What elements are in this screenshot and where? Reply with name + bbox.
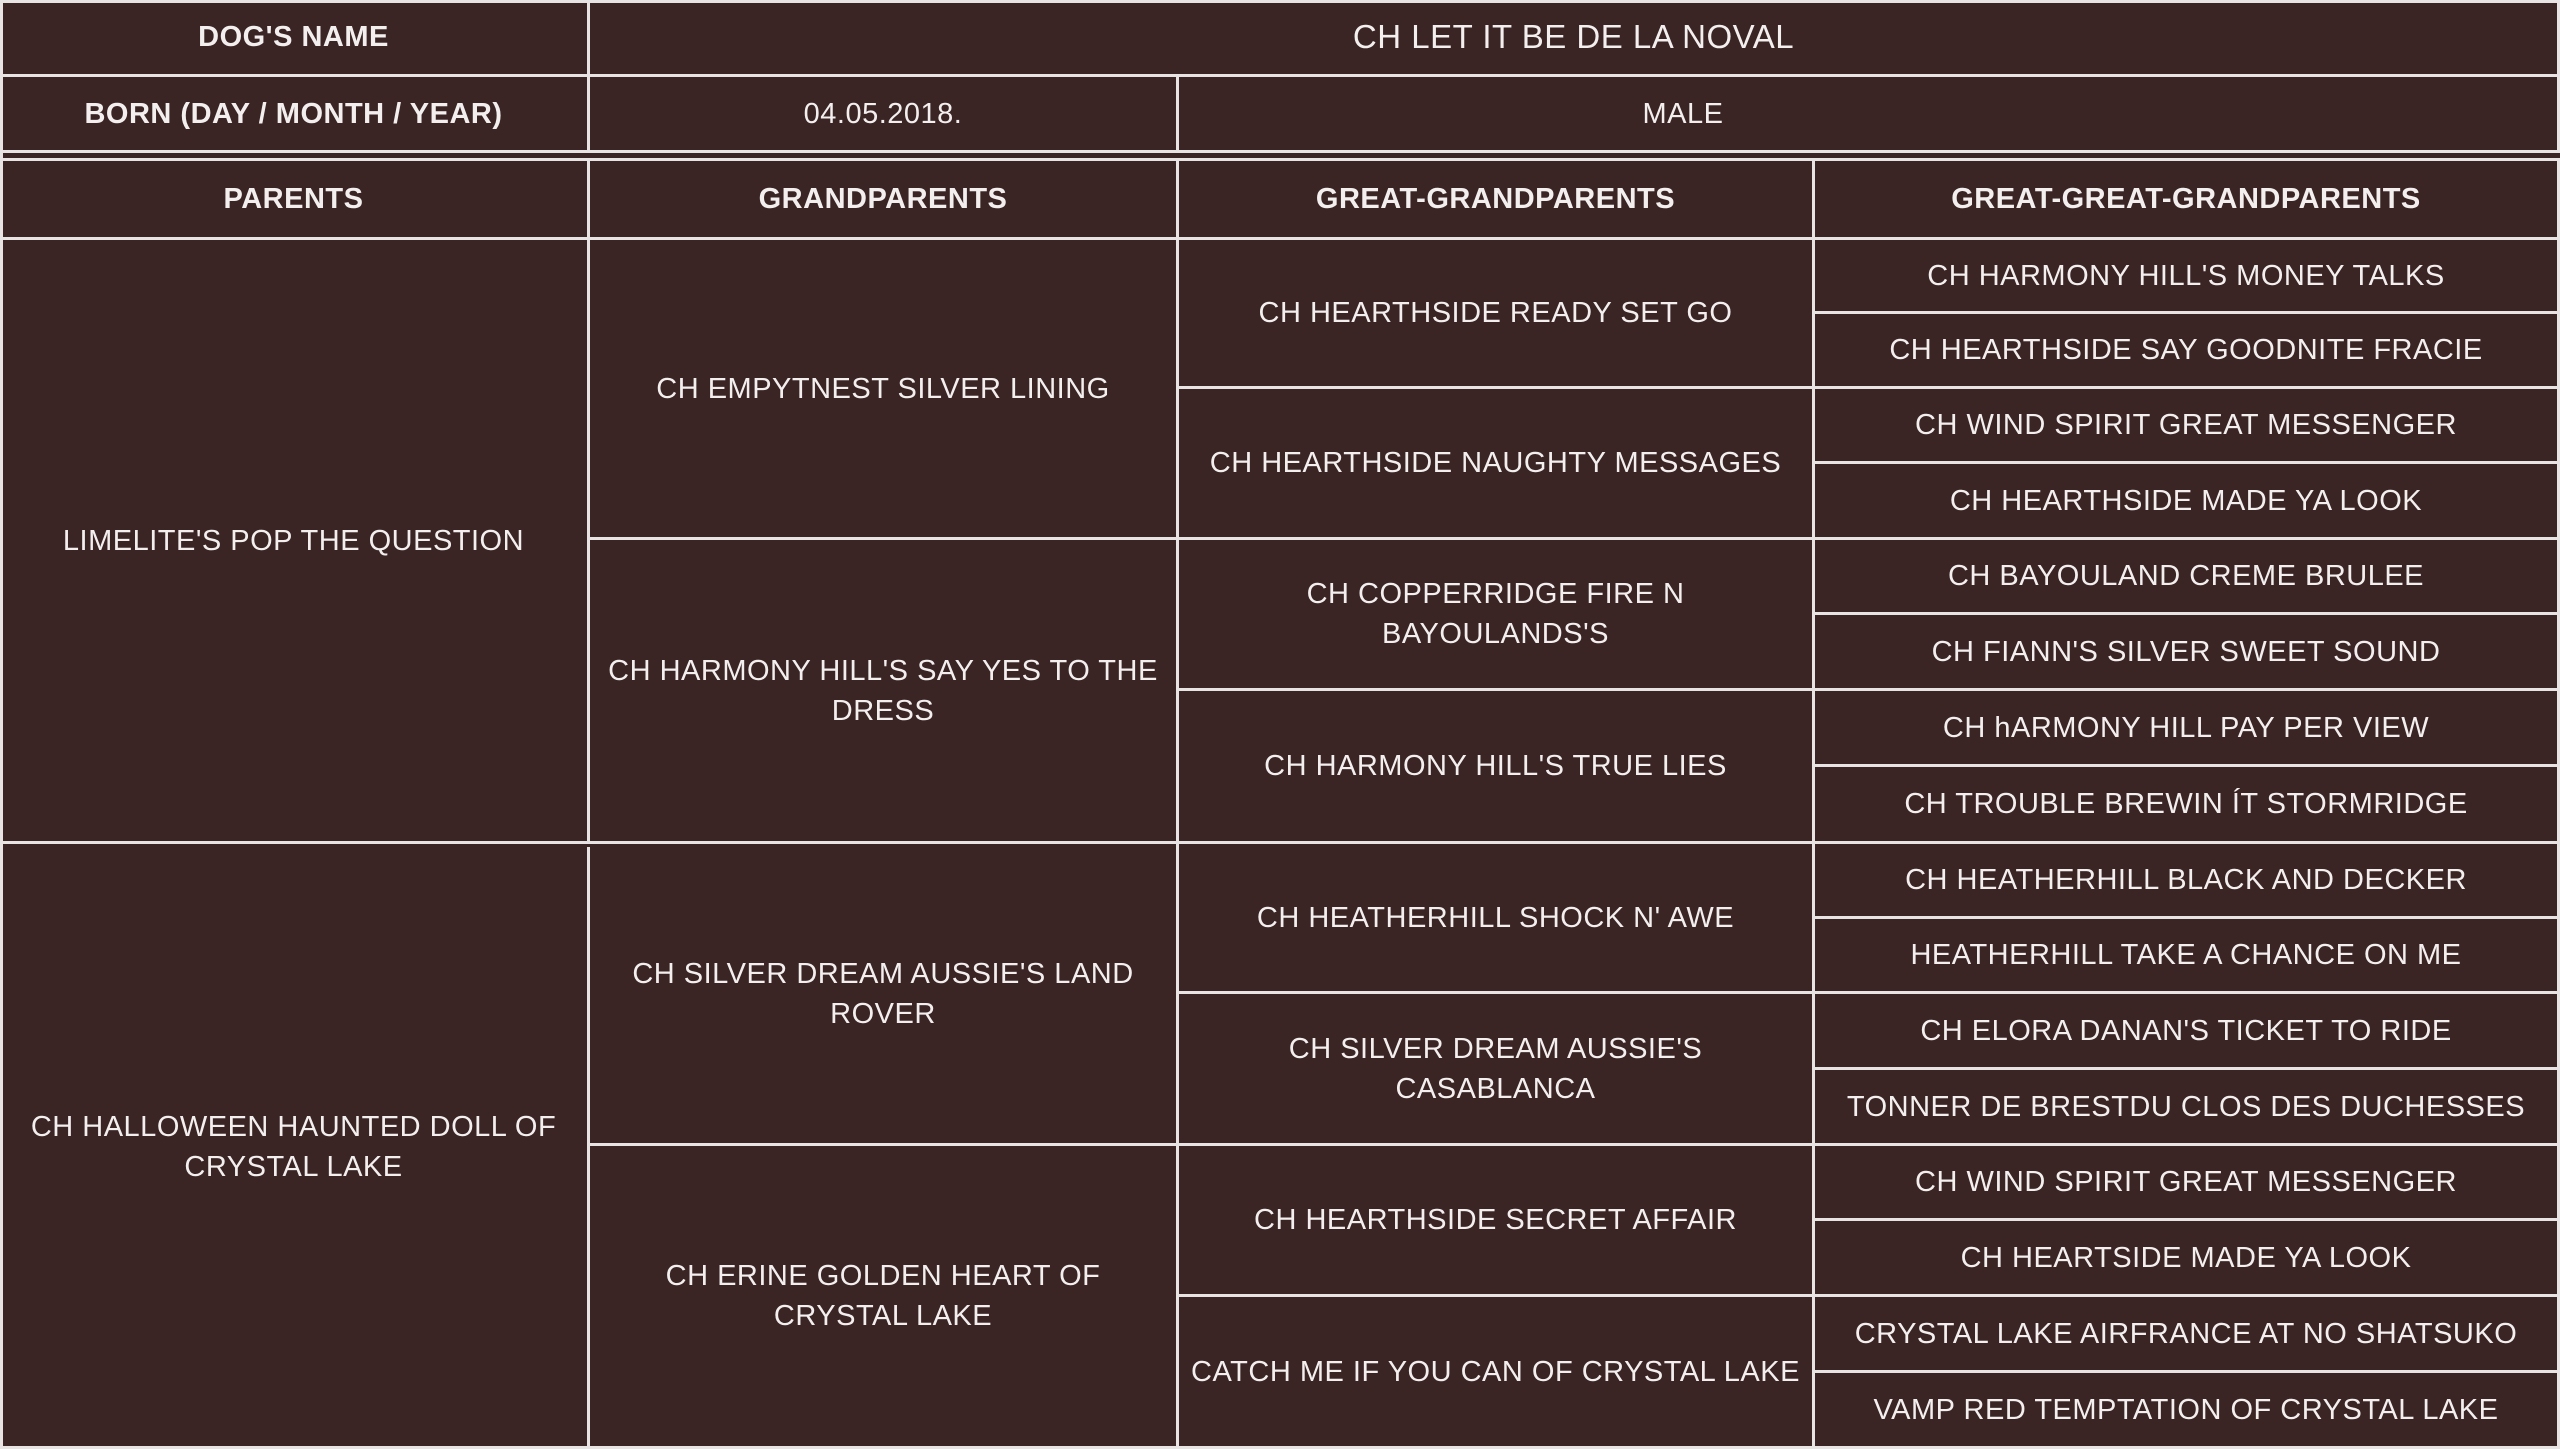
great-great-grandparent-5: CH BAYOULAND CREME BRULEE bbox=[1815, 540, 2560, 615]
header-parents: PARENTS bbox=[0, 161, 590, 240]
great-great-grandparent-14: CH HEARTSIDE MADE YA LOOK bbox=[1815, 1221, 2560, 1297]
great-great-grandparent-16: VAMP RED TEMPTATION OF CRYSTAL LAKE bbox=[1815, 1373, 2560, 1449]
great-great-grandparent-7: CH hARMONY HILL PAY PER VIEW bbox=[1815, 691, 2560, 767]
great-grandparent-1: CH HEARTHSIDE READY SET GO bbox=[1179, 240, 1815, 389]
great-grandparent-5: CH HEATHERHILL SHOCK N' AWE bbox=[1179, 844, 1815, 994]
great-great-grandparent-4: CH HEARTHSIDE MADE YA LOOK bbox=[1815, 464, 2560, 540]
born-label: BORN (DAY / MONTH / YEAR) bbox=[0, 77, 590, 153]
great-great-grandparent-15: CRYSTAL LAKE AIRFRANCE AT NO SHATSUKO bbox=[1815, 1297, 2560, 1373]
great-great-grandparent-12: TONNER DE BRESTDU CLOS DES DUCHESSES bbox=[1815, 1070, 2560, 1146]
parent-sire: LIMELITE'S POP THE QUESTION bbox=[0, 240, 590, 844]
great-great-grandparent-11: CH ELORA DANAN'S TICKET TO RIDE bbox=[1815, 994, 2560, 1070]
great-great-grandparent-9: CH HEATHERHILL BLACK AND DECKER bbox=[1815, 844, 2560, 919]
born-date: 04.05.2018. bbox=[590, 77, 1179, 153]
header-grandparents: GRANDPARENTS bbox=[590, 161, 1179, 240]
great-great-grandparent-2: CH HEARTHSIDE SAY GOODNITE FRACIE bbox=[1815, 314, 2560, 389]
dog-name-value: CH LET IT BE DE LA NOVAL bbox=[590, 0, 2560, 77]
great-grandparent-2: CH HEARTHSIDE NAUGHTY MESSAGES bbox=[1179, 389, 1815, 540]
grandparent-3: CH SILVER DREAM AUSSIE'S LAND ROVER bbox=[590, 844, 1179, 1146]
dog-sex: MALE bbox=[1179, 77, 2560, 153]
grandparent-2: CH HARMONY HILL'S SAY YES TO THE DRESS bbox=[590, 540, 1179, 844]
great-grandparent-3: CH COPPERRIDGE FIRE N BAYOULANDS'S bbox=[1179, 540, 1815, 691]
great-great-grandparent-13: CH WIND SPIRIT GREAT MESSENGER bbox=[1815, 1146, 2560, 1221]
header-great-great-grandparents: GREAT-GREAT-GRANDPARENTS bbox=[1815, 161, 2560, 240]
great-grandparent-7: CH HEARTHSIDE SECRET AFFAIR bbox=[1179, 1146, 1815, 1297]
header-great-grandparents: GREAT-GRANDPARENTS bbox=[1179, 161, 1815, 240]
great-grandparent-8: CATCH ME IF YOU CAN OF CRYSTAL LAKE bbox=[1179, 1297, 1815, 1449]
great-grandparent-4: CH HARMONY HILL'S TRUE LIES bbox=[1179, 691, 1815, 844]
parent-dam: CH HALLOWEEN HAUNTED DOLL OF CRYSTAL LAKE bbox=[0, 847, 590, 1449]
great-grandparent-6: CH SILVER DREAM AUSSIE'S CASABLANCA bbox=[1179, 994, 1815, 1146]
dog-name-label: DOG'S NAME bbox=[0, 0, 590, 77]
grandparent-1: CH EMPYTNEST SILVER LINING bbox=[590, 240, 1179, 540]
great-great-grandparent-10: HEATHERHILL TAKE A CHANCE ON ME bbox=[1815, 919, 2560, 994]
great-great-grandparent-1: CH HARMONY HILL'S MONEY TALKS bbox=[1815, 240, 2560, 314]
great-great-grandparent-8: CH TROUBLE BREWIN ÍT STORMRIDGE bbox=[1815, 767, 2560, 844]
great-great-grandparent-3: CH WIND SPIRIT GREAT MESSENGER bbox=[1815, 389, 2560, 464]
grandparent-4: CH ERINE GOLDEN HEART OF CRYSTAL LAKE bbox=[590, 1146, 1179, 1449]
great-great-grandparent-6: CH FIANN'S SILVER SWEET SOUND bbox=[1815, 615, 2560, 691]
